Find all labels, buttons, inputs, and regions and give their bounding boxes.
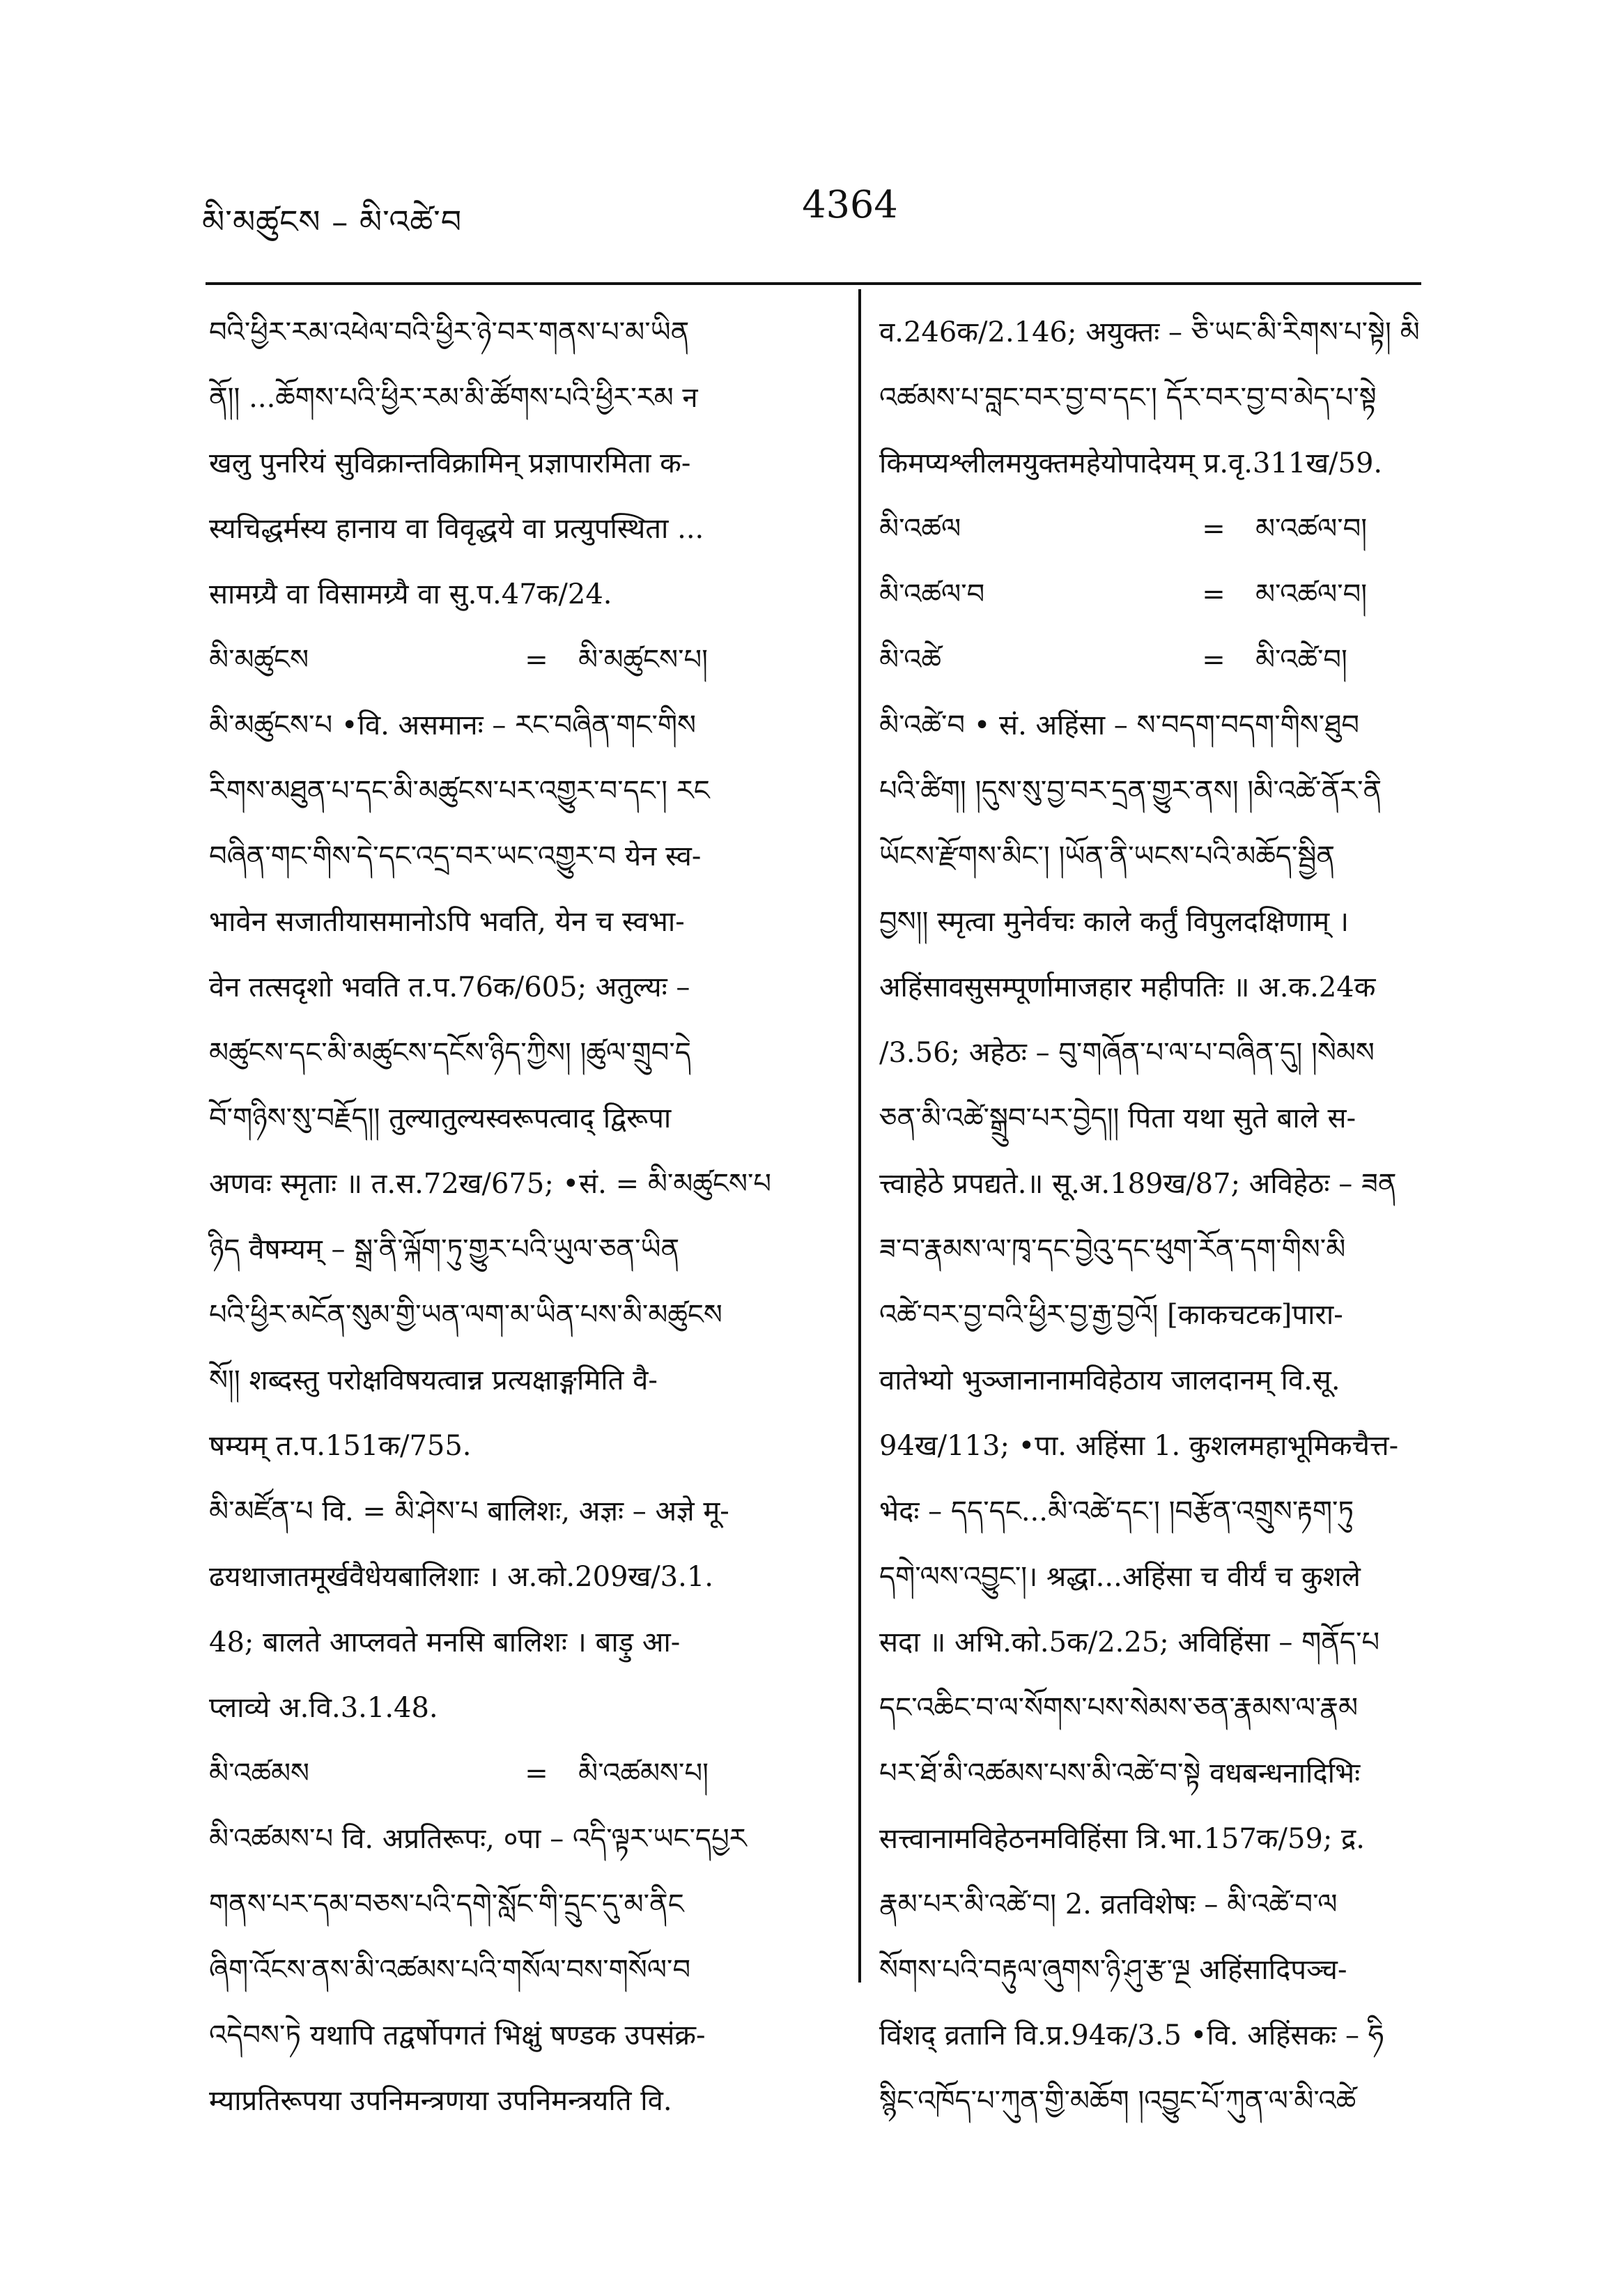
equals-sign: = xyxy=(1202,513,1225,545)
entry-text: व.246क/2.146; अयुक्तः – ཅི་ཡང་མི་རིགས་པ་སྟེ། མི འཚམས་པ་བླང་བར་བྱ་བ་དང་། དོར་བར་བྱ་བ་མེད་པ་སྟེ किमप्यश्लीलमयुक्तमहेयोपादेयम् प्र.वृ.311ख/59. xyxy=(879,316,1420,479)
headword: མི་འཚལ xyxy=(879,513,961,545)
xref-target: མ་འཚལ་བ། xyxy=(1255,578,1368,610)
column-divider xyxy=(858,289,861,1983)
equals-sign: = xyxy=(1202,644,1225,676)
entry-text: མི་མཚུངས་པ •वि. असमानः – རང་བཞིན་གང་གིས རིགས་མཐུན་པ་དང་མི་མཚུངས་པར་འགྱུར་བ་དང་། རང བཞིན་གང་གིས་དེ་དང་འདྲ་བར་ཡང་འགྱུར་བ येन स्व- भावेन सजातीयासमानोऽपि भवति, येन च स्वभा- वेन तत्सदृशो भवति त.प.76क/605; अतुल्यः – མཚུངས་དང་མི་མཚུངས་དངོས་ཉིད་ཀྱིས། །ཚུལ་གྲུབ་དེ བོ་གཉིས་སུ་བརྗོད།། तुल्यातुल्यस्वरूपत्वाद् द्विरूपा अणवः स्मृताः ॥ त.स.72ख/675; •सं. = མི་མཚུངས་པ ཉིད वैषम्यम् – སྒྲ་ནི་ལྐོག་ཏུ་གྱུར་པའི་ཡུལ་ཅན་ཡིན པའི་ཕྱིར་མངོན་སུམ་གྱི་ཡན་ལག་མ་ཡིན་པས་མི་མཚུངས སོ།། शब्दस्तु परोक्षविषयत्वान्न प्रत्यक्षाङ्गमिति वै- षम्यम् त.प.151क/755. xyxy=(209,709,771,1462)
page-header xyxy=(0,0,1624,265)
entry-mitshamspa xyxy=(209,1806,833,2134)
entry-text: མི་འཚེ་བ • सं. अहिंसा – ས་བདག་བདག་གིས་ཐུབ པའི་ཚིག། །དུས་སུ་བྱ་བར་དྲན་གྱུར་ནས། །མི་འཚེ་ནོར་ནི ཡོངས་རྫོགས་མིང་། །ཡོན་ནི་ཡངས་པའི་མཆོད་སྦྱིན བྱས།། स्मृत्वा मुनेर्वचः काले कर्तुं विपुलदक्षिणाम् । अहिंसावसुसम्पूर्णामाजहार महीपतिः ॥ अ.क.24क /3.56; अहेठः – བུ་གཞོན་པ་ལ་པ་བཞིན་དུ། །སེམས ཅན་མི་འཚེ་སྒྲུབ་པར་བྱེད།། पिता यथा सुते बाले स- त्त्वाहेठे प्रपद्यते.॥ सू.अ.189ख/87; अविहेठः – ཟན ཟ་བ་རྣམས་ལ་ཁྭ་དང་བྱེའུ་དང་ཕུག་རོན་དག་གིས་མི འཚེ་བར་བྱ་བའི་ཕྱིར་བྱ་རྒྱ་བྱའོ། [काकचटक]पारा- वातेभ्यो भुञ्जानानामविहेठाय जालदानम् वि.सू. 94ख/113; •पा. अहिंसा 1. कुशलमहाभूमिकचैत्त- भेदः – དད་དང...མི་འཚེ་དང་། །བརྩོན་འགྲུས་རྟག་ཏུ དགེ་ལས་འབྱུང་།। श्रद्धा...अहिंसा च वीर्यं च कुशले सदा ॥ अभि.को.5क/2.25; अविहिंसा – གནོད་པ དང་འཆིང་བ་ལ་སོགས་པས་སེམས་ཅན་རྣམས་ལ་རྣམ པར་ཐོ་མི་འཚམས་པས་མི་འཚེ་བ་སྟེ वधबन्धनादिभिः सत्त्वानामविहेठनमविहिंसा त्रि.भा.157क/59; द्र. རྣམ་པར་མི་འཚེ་བ། 2. व्रतविशेषः – མི་འཚེ་བ་ལ སོགས་པའི་བརྟུལ་ཞུགས་ཉི་ཤུ་རྩ་ལྔ अहिंसादिपञ्च- विंशद् व्रतानि वि.प्र.94क/3.5 •वि. अहिंसकः – ཧི སྙིང་འཁོད་པ་ཀུན་གྱི་མཆོག །འབྱུང་པོ་ཀུན་ལ་མི་འཚེ xyxy=(879,709,1399,2117)
xref-entry xyxy=(879,627,1437,693)
page-number: 4364 xyxy=(802,183,898,226)
xref-target: མི་མཚུངས་པ། xyxy=(578,644,709,676)
entry-mimdzonpa xyxy=(209,1479,833,1741)
xref-entry xyxy=(209,627,833,693)
entry-continuation-left xyxy=(209,300,833,627)
xref-target: མི་འཚེ་བ། xyxy=(1255,644,1347,676)
headword: མི་འཚམས xyxy=(209,1757,310,1789)
right-column xyxy=(879,300,1437,2134)
xref-target: མི་འཚམས་པ། xyxy=(578,1757,709,1789)
xref-entry xyxy=(209,1741,833,1806)
entry-continuation-right xyxy=(879,300,1437,496)
headword: མི་འཚལ་བ xyxy=(879,578,985,610)
entry-text: བའི་ཕྱིར་རམ་འཕེལ་བའི་ཕྱིར་ཉེ་བར་གནས་པ་མ་ཡིན ནོ།། ...ཆོགས་པའི་ཕྱིར་རམ་མི་ཚོགས་པའི་ཕྱིར་རམ न खलु पुनरियं सुविक्रान्तविक्रामिन् प्रज्ञापारमिता क- स्यचिद्धर्मस्य हानाय वा विवृद्धये वा प्रत्युपस्थिता ... सामग्र्यै वा विसामग्र्यै वा सु.प.47क/24. xyxy=(209,316,704,610)
left-column xyxy=(209,300,833,2134)
entry-text: མི་མཛོན་པ वि. = མི་ཤེས་པ बालिशः, अज्ञः – अज्ञे मू- ढयथाजातमूर्खवैधेयबालिशाः । अ.को.209ख/3.1. 48; बालते आप्लवते मनसि बालिशः । बाड़ु आ- प्लाव्ये अ.वि.3.1.48. xyxy=(209,1495,729,1724)
running-head: མི་མཚུངས – མི་འཚེ་བ xyxy=(202,203,463,240)
entry-text: མི་འཚམས་པ वि. अप्रतिरूपः, ०पा – འདི་ལྟར་ཡང་དཔྱར གནས་པར་དམ་བཅས་པའི་དགེ་སློང་གི་དྲུང་དུ་མ་ནིང ཞིག་འོངས་ནས་མི་འཚམས་པའི་གསོལ་བས་གསོལ་བ འདེབས་ཏེ यथापि तद्वर्षोपगतं भिक्षुं षण्डक उपसंक्र- म्याप्रतिरूपया उपनिमन्त्रणया उपनिमन्त्रयति वि. xyxy=(209,1823,747,2117)
equals-sign: = xyxy=(525,1757,548,1789)
entry-mitshungspa xyxy=(209,693,833,1479)
xref-entry xyxy=(879,496,1437,562)
xref-target: མ་འཚལ་བ། xyxy=(1255,513,1368,545)
xref-entry xyxy=(879,562,1437,627)
headword: མི་མཚུངས xyxy=(209,644,309,676)
entry-mitshewa xyxy=(879,693,1437,2134)
headword: མི་འཚེ xyxy=(879,644,941,676)
header-rule xyxy=(206,282,1421,285)
equals-sign: = xyxy=(525,644,548,676)
equals-sign: = xyxy=(1202,578,1225,610)
